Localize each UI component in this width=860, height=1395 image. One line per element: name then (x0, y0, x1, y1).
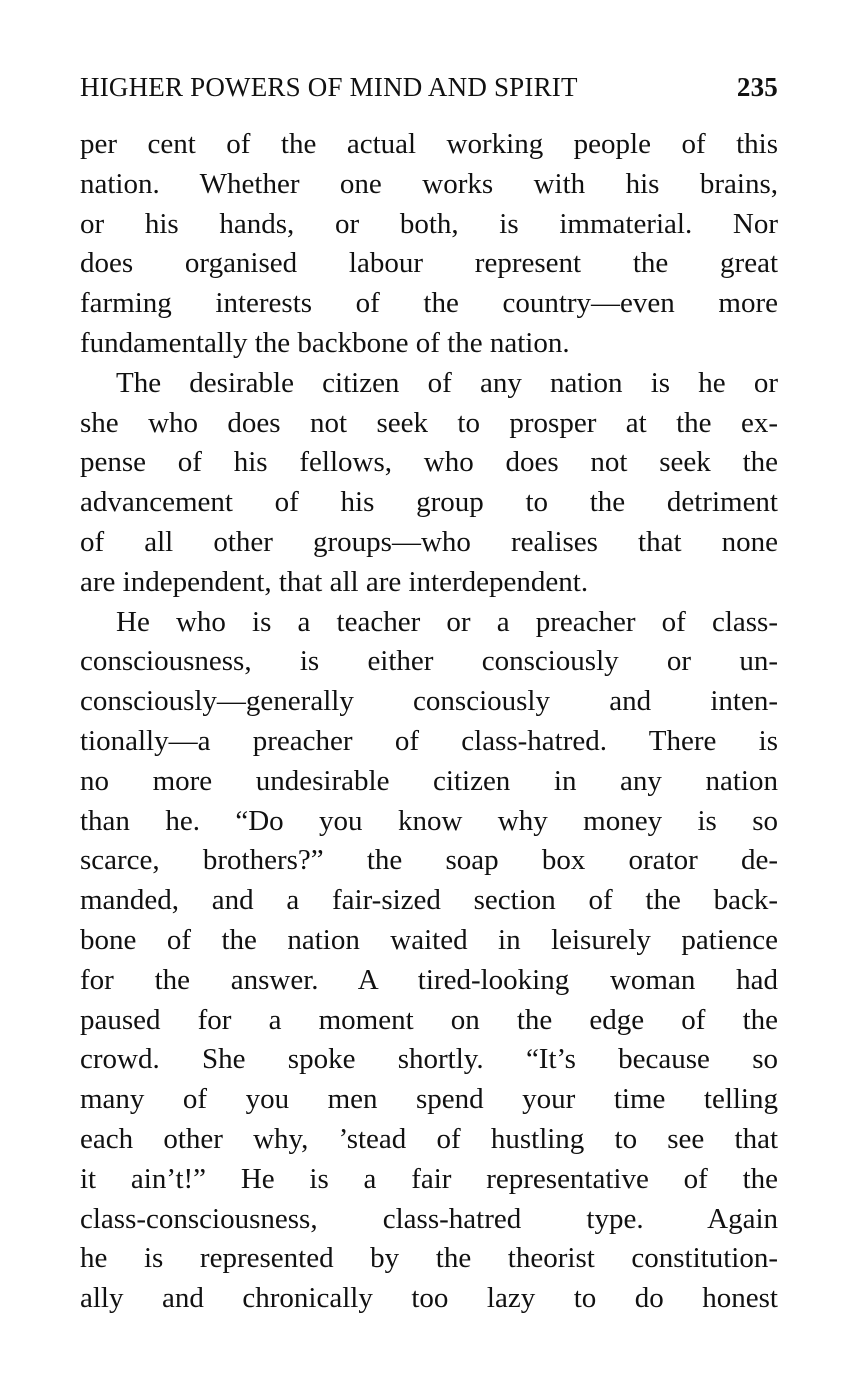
text-line: it ain’t!” He is a fair representative of the (80, 1162, 778, 1195)
text-line: bone of the nation waited in leisurely patience (80, 923, 778, 956)
text-line: advancement of his group to the detriment (80, 486, 778, 519)
text-line: manded, and a fair-sized section of the back- (80, 884, 778, 917)
text-line: does organised labour represent the great (80, 247, 778, 280)
text-line: crowd. She spoke shortly. “It’s because so (80, 1043, 778, 1076)
text-line: many of you men spend your time telling (80, 1083, 778, 1116)
paragraph-3 (80, 603, 778, 1319)
running-title: HIGHER POWERS OF MIND AND SPIRIT (80, 72, 578, 102)
text-line: scarce, brothers?” the soap box orator de- (80, 844, 778, 877)
body-text (80, 125, 778, 1319)
text-line: The desirable citizen of any nation is he or (116, 366, 778, 399)
text-line: of all other groups—who realises that none (80, 525, 778, 558)
running-head (80, 72, 778, 112)
text-line: each other why, ’stead of hustling to see that (80, 1122, 778, 1155)
page-number: 235 (736, 72, 778, 102)
text-line: nation. Whether one works with his brains, (80, 167, 778, 200)
text-line: per cent of the actual working people of this (80, 128, 778, 160)
text-line: paused for a moment on the edge of the (80, 1003, 778, 1036)
text-line: He who is a teacher or a preacher of class- (116, 605, 778, 638)
text-line: farming interests of the country—even more (80, 287, 778, 320)
text-line: than he. “Do you know why money is so (80, 804, 778, 837)
text-line: consciously—generally consciously and inten- (80, 685, 778, 718)
text-line: she who does not seek to prosper at the ex- (80, 406, 778, 439)
text-line: fundamentally the backbone of the nation. (80, 326, 570, 359)
text-line: pense of his fellows, who does not seek the (80, 446, 778, 479)
text-line: class-consciousness, class-hatred type. Again (80, 1202, 778, 1235)
text-line: consciousness, is either consciously or un- (80, 645, 778, 678)
paragraph-1 (80, 125, 778, 364)
text-line: tionally—a preacher of class-hatred. There is (80, 724, 778, 757)
text-line: ally and chronically too lazy to do honest (80, 1282, 778, 1315)
text-line: no more undesirable citizen in any nation (80, 764, 778, 797)
paragraph-2 (80, 364, 778, 603)
text-line: he is represented by the theorist constitution- (80, 1242, 778, 1275)
text-line: for the answer. A tired-looking woman had (80, 963, 778, 996)
text-line: are independent, that all are interdependent. (80, 565, 589, 598)
text-line: or his hands, or both, is immaterial. Nor (80, 207, 778, 240)
